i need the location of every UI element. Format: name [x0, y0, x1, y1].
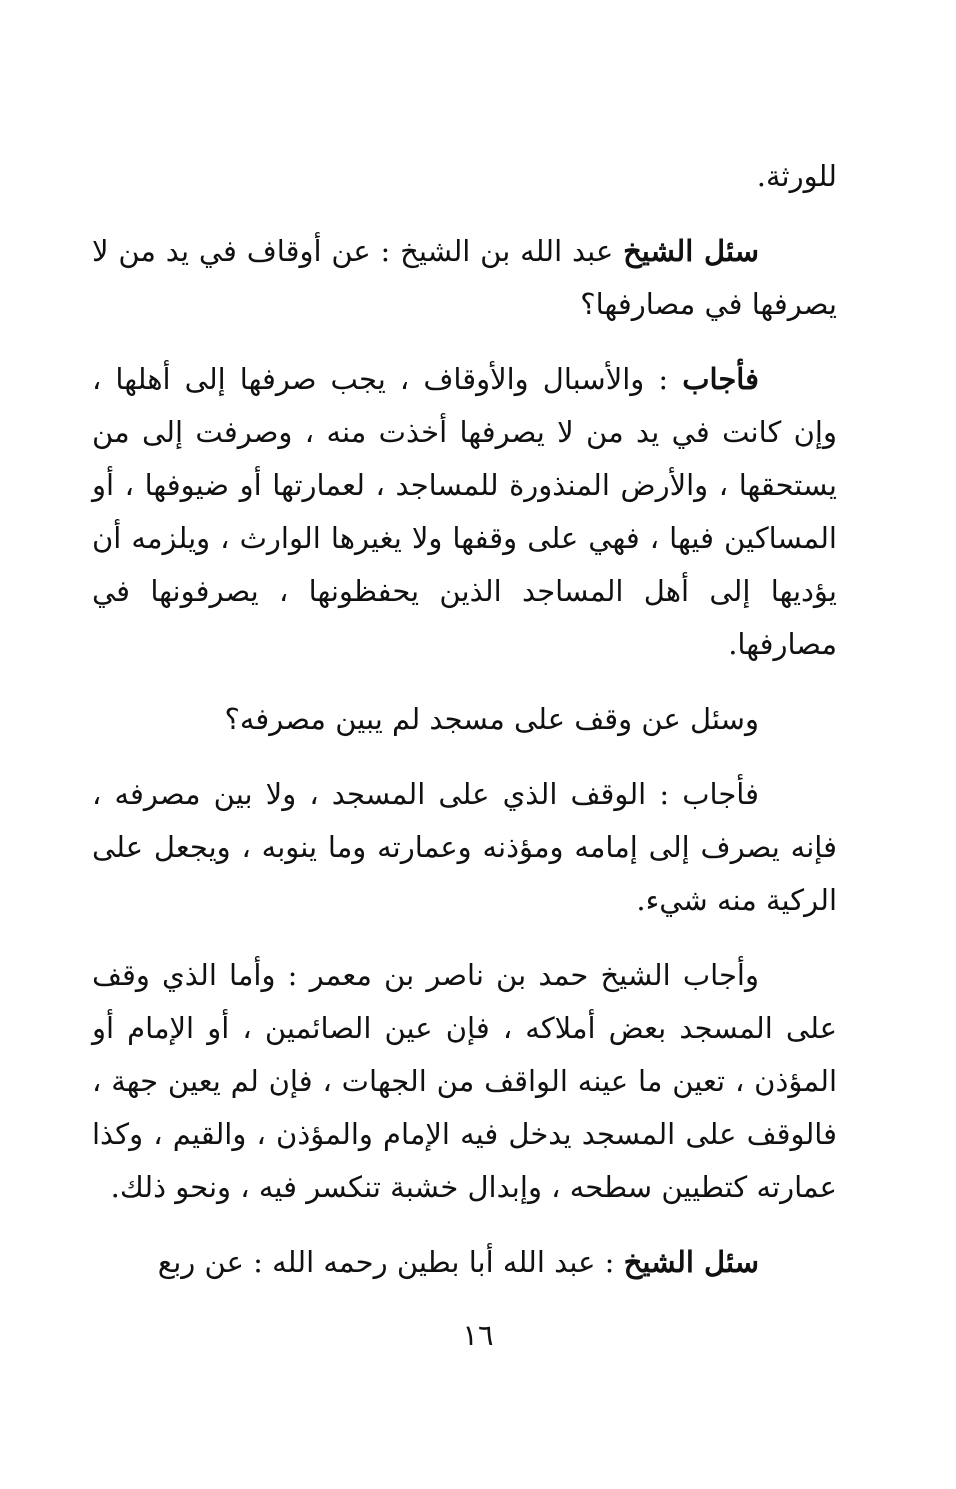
paragraph-2-lead: سئل الشيخ [623, 234, 759, 268]
paragraph-4 [92, 693, 837, 746]
paragraph-6-text: وأجاب الشيخ حمد بن ناصر بن معمر : وأما الذي وقف على المسجد بعض أملاكه ، فإن عين الصائمين ، أو الإمام أو المؤذن ، تعين ما عينه الواقف من الجهات ، فإن لم يعين جهة ، فالوقف على المسجد يدخل فيه الإمام والمؤذن ، والقيم ، وكذا عمارته كتطيين سطحه ، وإبدال خشبة تنكسر فيه ، ونحو ذلك. [92, 958, 837, 1204]
paragraph-1 [92, 150, 837, 203]
paragraph-7 [92, 1236, 837, 1289]
paragraph-7-text: : عبد الله أبا بطين رحمه الله : عن ربع [157, 1245, 624, 1279]
paragraph-3 [92, 353, 837, 671]
paragraph-2 [92, 225, 837, 331]
body-text [92, 150, 837, 1311]
paragraph-4-text: وسئل عن وقف على مسجد لم يبين مصرفه؟ [224, 702, 759, 736]
paragraph-1-text: للورثة. [756, 159, 837, 193]
paragraph-7-lead: سئل الشيخ [623, 1245, 759, 1279]
paragraph-6 [92, 949, 837, 1214]
paragraph-3-lead: فأجاب [682, 362, 759, 396]
paragraph-3-text: : والأسبال والأوقاف ، يجب صرفها إلى أهلها ، وإن كانت في يد من لا يصرفها أخذت منه ، وصرفت إلى من يستحقها ، والأرض المنذورة للمساجد ، لعمارتها أو ضيوفها ، أو المساكين فيها ، فهي على وقفها ولا يغيرها الوارث ، ويلزمه أن يؤديها إلى أهل المساجد الذين يحفظونها ، يصرفونها في مصارفها. [92, 362, 837, 661]
paragraph-5 [92, 768, 837, 927]
page-number: ١٦ [462, 1318, 494, 1352]
paragraph-2-text: عبد الله بن الشيخ : عن أوقاف في يد من لا يصرفها في مصارفها؟ [92, 234, 837, 321]
paragraph-5-text: فأجاب : الوقف الذي على المسجد ، ولا بين مصرفه ، فإنه يصرف إلى إمامه ومؤذنه وعمارته وما ينوبه ، ويجعل على الركية منه شيء. [92, 777, 837, 917]
